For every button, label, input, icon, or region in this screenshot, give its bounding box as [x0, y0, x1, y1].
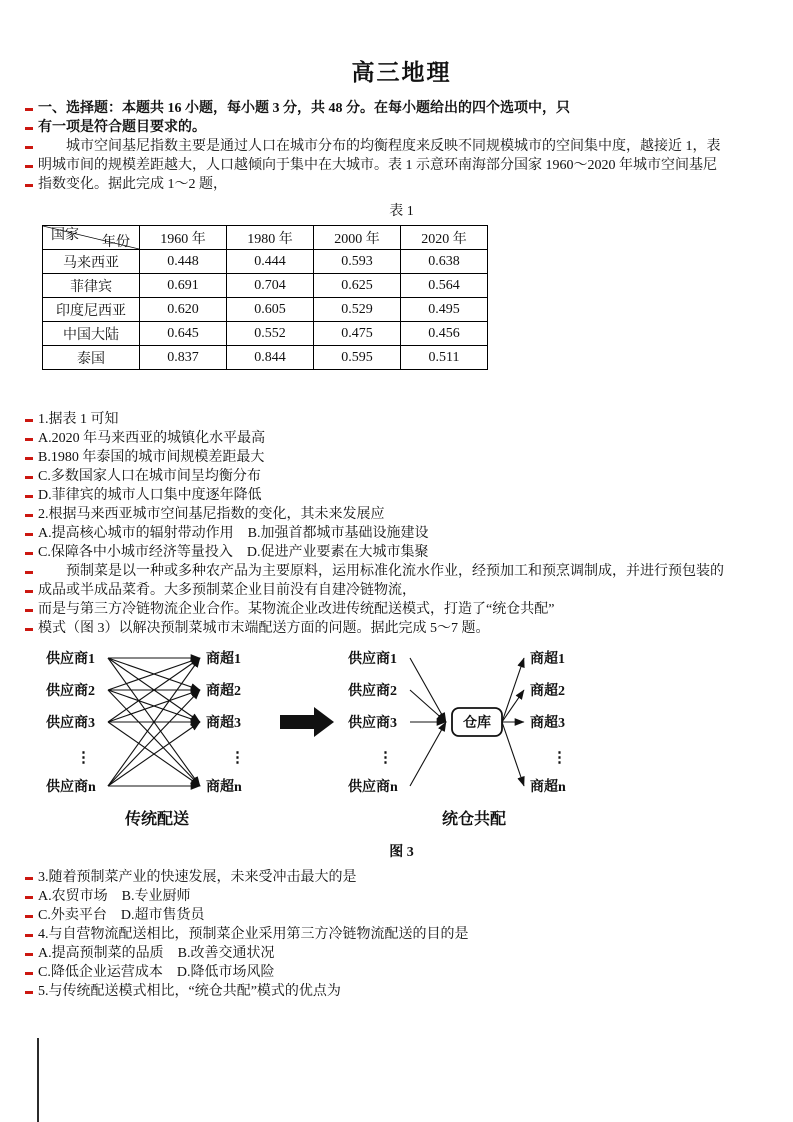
country-cell: 泰国	[43, 346, 140, 370]
value-cell: 0.620	[140, 298, 227, 322]
store-label: 商超3	[206, 716, 241, 731]
passage-1	[38, 137, 765, 194]
country-cell: 马来西亚	[43, 250, 140, 274]
store-label: 商超3	[530, 716, 565, 731]
country-cell: 菲律宾	[43, 274, 140, 298]
store-label: 商超n	[530, 780, 566, 795]
value-cell: 0.593	[314, 250, 401, 274]
question-3	[38, 868, 765, 925]
value-cell: 0.444	[227, 250, 314, 274]
question-4	[38, 925, 765, 982]
question-1	[38, 410, 765, 505]
passage-1-line: 城市空间基尼指数主要是通过人口在城市分布的均衡程度来反映不同规模城市的空间集中度，越接近 1，表	[38, 137, 765, 156]
value-cell: 0.456	[401, 322, 488, 346]
supplier-label: 供应商2	[348, 684, 397, 699]
table-1-caption: 表 1	[389, 204, 414, 219]
section-heading-line-2: 有一项是符合题目要求的。	[38, 118, 765, 137]
value-cell: 0.552	[227, 322, 314, 346]
value-cell: 0.511	[401, 346, 488, 370]
passage-1-line: 明城市间的规模差距越大，人口越倾向于集中在大城市。表 1 示意环南海部分国家 1960～2020 年城市空间基尼	[38, 156, 765, 175]
ellipsis-dots: ⋮	[230, 750, 245, 766]
question-4-stem: 4.与自营物流配送相比，预制菜企业采用第三方冷链物流配送的目的是	[38, 925, 765, 944]
question-1-stem: 1.据表 1 可知	[38, 410, 765, 429]
country-cell: 印度尼西亚	[43, 298, 140, 322]
table-corner-cell	[43, 226, 140, 250]
page-title: 高三地理	[351, 60, 452, 85]
table-header-row	[43, 226, 488, 250]
passage-1-line: 指数变化。据此完成 1～2 题，	[38, 175, 765, 194]
passage-2-line: 而是与第三方冷链物流企业合作。某物流企业改进传统配送模式，打造了“统仓共配”	[38, 600, 765, 619]
passage-2	[38, 562, 765, 638]
question-3-options-cd: C.外卖平台 D.超市售货员	[38, 906, 765, 925]
question-2-stem: 2.根据马来西亚城市空间基尼指数的变化，其未来发展应	[38, 505, 765, 524]
section-heading	[38, 99, 765, 137]
value-cell: 0.638	[401, 250, 488, 274]
country-cell: 中国大陆	[43, 322, 140, 346]
supplier-label: 供应商1	[348, 652, 397, 667]
store-label: 商超2	[206, 684, 241, 699]
unified-distribution-label: 统仓共配	[441, 811, 507, 828]
column-header-1960: 1960 年	[140, 226, 227, 250]
question-5-stem: 5.与传统配送模式相比，“统仓共配”模式的优点为	[38, 982, 765, 1001]
question-2	[38, 505, 765, 562]
warehouse-label: 仓库	[463, 716, 491, 731]
value-cell: 0.448	[140, 250, 227, 274]
column-header-1980: 1980 年	[227, 226, 314, 250]
question-2-options-cd: C.保障各中小城市经济等量投入 D.促进产业要素在大城市集聚	[38, 543, 765, 562]
question-5	[38, 982, 765, 1001]
corner-label-country: 国家	[51, 228, 79, 243]
value-cell: 0.605	[227, 298, 314, 322]
table-row	[43, 250, 488, 274]
value-cell: 0.625	[314, 274, 401, 298]
left-margin-line	[37, 1038, 39, 1122]
passage-2-line: 成品或半成品菜肴。大多预制菜企业目前没有自建冷链物流，	[38, 581, 765, 600]
figure-3	[44, 646, 765, 841]
gini-index-table	[42, 225, 488, 370]
value-cell: 0.837	[140, 346, 227, 370]
column-header-2000: 2000 年	[314, 226, 401, 250]
table-row	[43, 322, 488, 346]
supplier-label: 供应商1	[46, 652, 95, 667]
question-3-stem: 3.随着预制菜产业的快速发展，未来受冲击最大的是	[38, 868, 765, 887]
traditional-distribution-label: 传统配送	[124, 811, 190, 828]
question-2-options-ab: A.提高核心城市的辐射带动作用 B.加强首都城市基础设施建设	[38, 524, 765, 543]
value-cell: 0.691	[140, 274, 227, 298]
supplier-label: 供应商3	[348, 716, 397, 731]
supplier-label: 供应商3	[46, 716, 95, 731]
question-1-option-c: C.多数国家人口在城市间呈均衡分布	[38, 467, 765, 486]
question-1-option-a: A.2020 年马来西亚的城镇化水平最高	[38, 429, 765, 448]
passage-2-line: 预制菜是以一种或多种农产品为主要原料，运用标准化流水作业，经预加工和预烹调制成，并进行预包装的	[38, 562, 765, 581]
value-cell: 0.564	[401, 274, 488, 298]
table-row	[43, 274, 488, 298]
passage-2-line: 模式（图 3）以解决预制菜城市末端配送方面的问题。据此完成 5～7 题。	[38, 619, 765, 638]
store-label: 商超n	[206, 780, 242, 795]
flow-arrow	[410, 690, 446, 722]
store-label: 商超1	[206, 652, 241, 667]
corner-label-year: 年份	[102, 235, 130, 250]
flow-arrow	[502, 690, 524, 722]
flow-arrow	[502, 658, 524, 722]
table-row	[43, 298, 488, 322]
ellipsis-dots: ⋮	[552, 750, 567, 766]
figure-3-caption: 图 3	[389, 845, 414, 860]
supplier-label: 供应商n	[348, 780, 398, 795]
supplier-label: 供应商2	[46, 684, 95, 699]
value-cell: 0.844	[227, 346, 314, 370]
value-cell: 0.704	[227, 274, 314, 298]
question-1-option-b: B.1980 年泰国的城市间规模差距最大	[38, 448, 765, 467]
question-4-options-cd: C.降低企业运营成本 D.降低市场风险	[38, 963, 765, 982]
value-cell: 0.529	[314, 298, 401, 322]
store-label: 商超1	[530, 652, 565, 667]
supplier-label: 供应商n	[46, 780, 96, 795]
question-4-options-ab: A.提高预制菜的品质 B.改善交通状况	[38, 944, 765, 963]
question-3-options-ab: A.农贸市场 B.专业厨师	[38, 887, 765, 906]
section-heading-line-1: 一、选择题：本题共 16 小题，每小题 3 分，共 48 分。在每小题给出的四个选项中，只	[38, 99, 765, 118]
ellipsis-dots: ⋮	[378, 750, 393, 766]
table-row	[43, 346, 488, 370]
ellipsis-dots: ⋮	[76, 750, 91, 766]
store-label: 商超2	[530, 684, 565, 699]
column-header-2020: 2020 年	[401, 226, 488, 250]
value-cell: 0.495	[401, 298, 488, 322]
flow-arrow	[410, 722, 446, 786]
transition-arrow-icon	[280, 707, 334, 737]
value-cell: 0.645	[140, 322, 227, 346]
value-cell: 0.475	[314, 322, 401, 346]
question-1-option-d: D.菲律宾的城市人口集中度逐年降低	[38, 486, 765, 505]
flow-arrow	[502, 722, 524, 786]
flow-arrow	[410, 658, 446, 722]
value-cell: 0.595	[314, 346, 401, 370]
figure-3-diagram	[44, 646, 600, 836]
